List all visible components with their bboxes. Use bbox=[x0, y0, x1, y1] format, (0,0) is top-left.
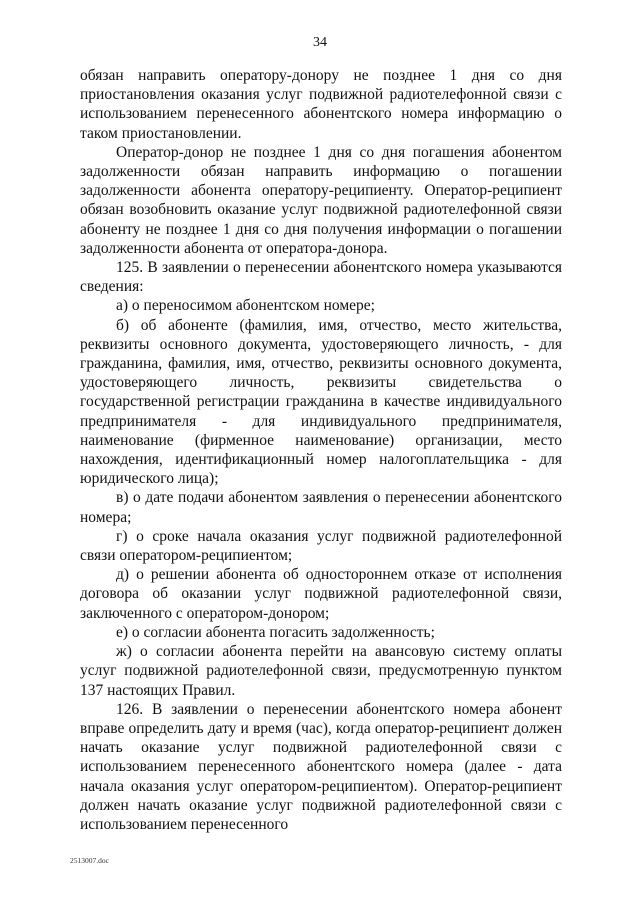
paragraph-126: 126. В заявлении о перенесении абонентского номера абонент вправе определить дату и время (час), когда оператор-реципиент должен начать оказание услуг подвижной радиотелефонной связи с использованием перенесенного абонентского номера (далее - дата начала оказания услуг оператором-реципиентом). Оператор-реципиент должен начать оказание услуг подвижной радиотелефонной связи с использованием перенесенного bbox=[80, 700, 562, 833]
list-item-b: б) об абоненте (фамилия, имя, отчество, место жительства, реквизиты основного документа, удостоверяющего личность, - для гражданина, фамилия, имя, отчество, реквизиты основного документа, удостоверяющего личность, реквизиты свидетельства о государственной регистрации гражданина в качестве индивидуального предпринимателя - для индивидуального предпринимателя, наименование (фирменное наименование) организации, место нахождения, идентификационный номер налогоплательщика - для юридического лица); bbox=[80, 316, 562, 488]
list-item-e: е) о согласии абонента погасить задолженность; bbox=[116, 623, 435, 641]
list-item-g: г) о сроке начала оказания услуг подвижной радиотелефонной связи оператором-реципиентом; bbox=[80, 527, 562, 565]
list-item-a: а) о переносимом абонентском номере; bbox=[116, 297, 375, 315]
footer-filename: 2513007.doc bbox=[70, 856, 109, 865]
list-item-d: д) о решении абонента об одностороннем отказе от исполнения договора об оказании услуг подвижной радиотелефонной связи, заключенного с оператором-донором; bbox=[80, 566, 562, 622]
paragraph-continuation: обязан направить оператору-донору не позднее 1 дня со дня приостановления оказания услуг подвижной радиотелефонной связи с использованием перенесенного абонентского номера информацию о таком приостановлении. bbox=[80, 67, 562, 142]
document-body bbox=[80, 66, 562, 834]
paragraph-125-intro: 125. В заявлении о перенесении абонентского номера указываются сведения: bbox=[80, 259, 562, 296]
list-item-zh: ж) о согласии абонента перейти на авансовую систему оплаты услуг подвижной радиотелефонной связи, предусмотренную пунктом 137 настоящих Правил. bbox=[80, 643, 562, 699]
list-item-v: в) о дате подачи абонентом заявления о перенесении абонентского номера; bbox=[80, 489, 562, 526]
page-number: 34 bbox=[313, 35, 327, 50]
paragraph-debt-repayment: Оператор-донор не позднее 1 дня со дня погашения абонентом задолженности обязан направить информацию о погашении задолженности абонента оператору-реципиенту. Оператор-реципиент обязан возобновить оказание услуг подвижной радиотелефонной связи абоненту не позднее 1 дня со дня получения информации о погашении задолженности абонента от оператора-донора. bbox=[80, 143, 562, 257]
